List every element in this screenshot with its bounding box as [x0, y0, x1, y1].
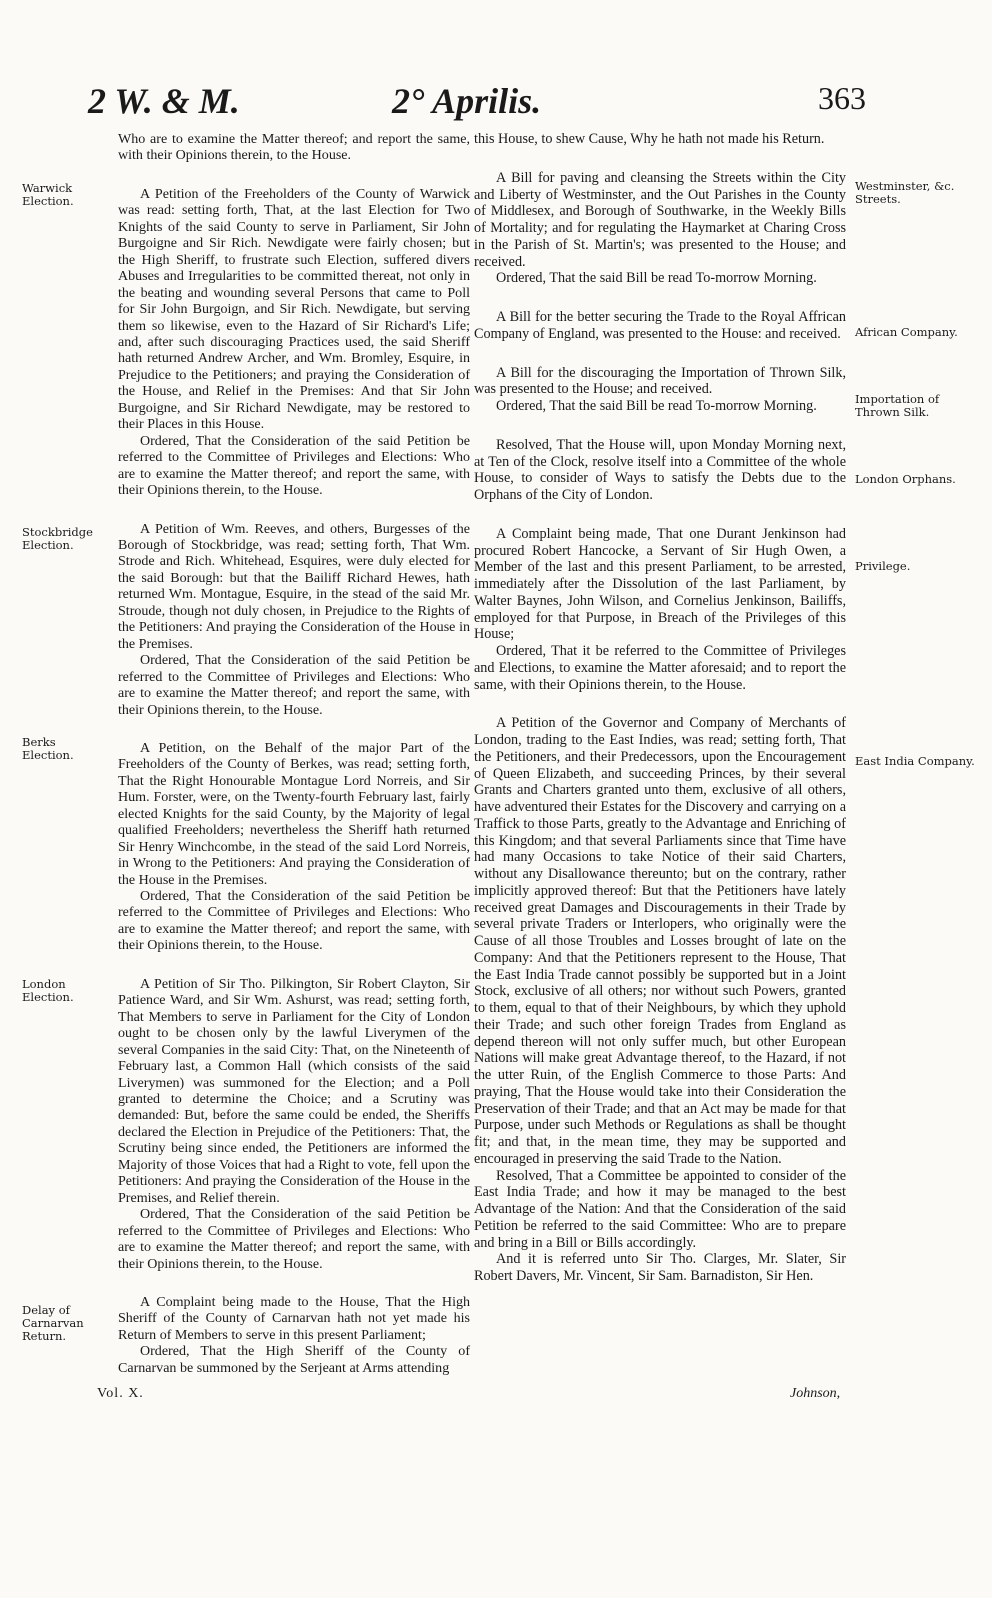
paragraph: Ordered, That the said Bill be read To-morrow Morning. [496, 398, 817, 414]
paragraph: A Petition of the Governor and Company of Merchants of London, trading to the East Indies, was read; setting forth, That the Petitioners, and their Predecessors, upon the Encouragement of Queen Elizabeth, and succeeding Princes, by their several Grants and Charters granted unto them, exclusive of all others, have adventured their Estates for the Discovery and carrying on a Traffick to those Parts, greatly to the Advantage and Enriching of this Kingdom; and that several Parliaments since that Time have had many Occasions to take Notice of their said Charters, without any Disallowance thereunto; but on the contrary, rather implicitly approved thereof: But that the Petitioners have lately received great Damages and Discouragements in their Trade by several private Traders or Interlopers, who originally were the Cause of all those Troubles and Losses brought of late on the Company: And that the Petitioners represent to the House, That the East India Trade cannot possibly be supported but in a Joint Stock, exclusive of all others; nor without such Powers, granted to them, equal to that of their Neighbours, by which they uphold their Trade; and such other foreign Trades from England as depend thereon will not only suffer much, but other European Nations will make great Advantage thereof, to the Hazard, if not the utter Ruin, of the English Commerce to those Parts: And praying, That the House would take into their Consideration the Preservation of their Trade; and that an Act may be made for that Purpose, under such Methods or Regulations as shall be thought fit; and that, in the mean time, they may be supported and encouraged in preserving the said Trade to the Nation. [474, 715, 846, 1167]
paragraph: Resolved, That the House will, upon Monday Morning next, at Ten of the Clock, resolve itself into a Committee of the whole House, to consider of Ways to satisfy the Debts due to the Orphans of the City of London. [474, 436, 846, 503]
paragraph: A Petition, on the Behalf of the major Part of the Freeholders of the County of Berkes, was read; setting forth, That the Right Honourable Montague Lord Norreis, and Sir Hum. Forster, were, on the Twenty-fourth February last, fairly elected Knights for the said County, by the Majority of legal qualified Freeholders; nevertheless the Sheriff hath returned Sir Henry Winchcombe, in the stead of the said Lord Norreis, in Wrong to the Petitioners: And praying the Consideration of the House in the Premises. [118, 739, 470, 888]
catchword: Johnson, [790, 1386, 841, 1401]
margin-note-privilege: Privilege. [855, 559, 911, 573]
margin-note-silk: Importation of Thrown Silk. [855, 392, 940, 419]
volume-signature: Vol. X. [97, 1386, 144, 1401]
running-head-date: 2° Aprilis. [392, 81, 542, 121]
page-number: 363 [818, 80, 866, 116]
paragraph: A Petition of Sir Tho. Pilkington, Sir Robert Clayton, Sir Patience Ward, and Sir Wm. Ashurst, was read; setting forth, That Members to serve in Parliament for the City of London ought to be chosen only by the lawful Liverymen of the several Companies in the said City: That, on the Nineteenth of February last, a Common Hall (which consists of the said Liverymen) was summoned for the Election; and a Poll granted to determine the Choice; and a Scrutiny was demanded: But, before the same could be ended, the Sheriffs declared the Election in Prejudice of the Petitioners: That, the Scrutiny being since ended, the Petitioners are informed the Majority of those Voices that had a Right to vote, fell upon the Petitioners: And praying the Consideration of the House in the Premises, and Relief therein. [118, 975, 470, 1206]
margin-note-warwick: Warwick Election. [22, 181, 74, 208]
paragraph: A Bill for the discouraging the Importation of Thrown Silk, was presented to the House; and received. [474, 364, 846, 398]
margin-note-african: African Company. [855, 325, 958, 339]
paragraph: A Petition of Wm. Reeves, and others, Burgesses of the Borough of Stockbridge, was read; setting forth, That Wm. Strode and Rich. Whitehead, Esquires, were duly elected for the said Borough: but that the Bailiff Richard Hewes, hath returned Wm. Montague, Esquire, in the stead of the said Mr. Stroude, though not duly chosen, in Prejudice to the Rights of the Petitioners: And praying the Consideration of the House in the Premises. [118, 520, 470, 652]
paragraph: Ordered, That the Consideration of the said Petition be referred to the Committee of Privileges and Elections: Who are to examine the Matter thereof; and report the same, with their Opinions therein, to the House. [118, 652, 470, 718]
margin-note-stockbridge: Stockbridge Election. [22, 525, 93, 552]
paragraph: Ordered, That the Consideration of the said Petition be referred to the Committee of Privileges and Elections: Who are to examine the Matter thereof; and report the same, with their Opinions therein, to the House. [118, 1206, 470, 1272]
margin-note-carnarvan: Delay of Carnarvan Return. [22, 1303, 84, 1343]
paragraph: Ordered, That it be referred to the Committee of Privileges and Elections, to examine the Matter aforesaid; and to report the same, with their Opinions therein, to the House. [474, 643, 846, 693]
margin-note-london: London Election. [22, 977, 74, 1004]
paragraph: this House, to shew Cause, Why he hath not made his Return. [474, 131, 825, 147]
paragraph: A Complaint being made to the House, That the High Sheriff of the County of Carnarvan hath not yet made his Return of Members to serve in this present Parliament; [118, 1294, 470, 1343]
paragraph: A Bill for paving and cleansing the Streets within the City and Liberty of Westminster, and the Out Parishes in the County of Middlesex, and Borough of Southwarke, in the Weekly Bills of Mortality; and for regulating the Haymarket at Charing Cross in the Parish of St. Martin's; was presented to the House; and received. [474, 169, 846, 270]
paragraph: A Petition of the Freeholders of the County of Warwick was read: setting forth, That, at the last Election for Two Knights of the said County to serve in Parliament, Sir John Burgoigne and Sir Rich. Newdigate were fairly chosen; but the High Sheriff, to frustrate such Election, suffered divers Abuses and Irregularities to be committed thereat, not only in the beating and wounding several Persons that came to Poll for Sir John Burgoign, and Sir Rich. Newdigate, but serving them so likewise, even to the Hazard of Sir Richard's Life; and, after such discouraging Practices used, the said Sheriff hath returned Andrew Archer, and Wm. Bromley, Esquire, in Prejudice to the Petitioners; and praying the Consideration of the House, and Relief in the Premises: And that Sir John Burgoigne, and Sir Richard Newdigate, may be restored to their Places in this House. [118, 185, 470, 433]
margin-note-westminster: Westminster, &c. Streets. [855, 179, 955, 206]
margin-note-eastindia: East India Company. [855, 754, 975, 768]
margin-note-berks: Berks Election. [22, 735, 74, 762]
right-column [474, 131, 846, 1285]
running-head-left: 2 W. & M. [88, 81, 240, 121]
margin-note-orphans: London Orphans. [855, 472, 956, 486]
paragraph: A Complaint being made, That one Durant Jenkinson had procured Robert Hancocke, a Servant of Sir Hugh Owen, a Member of the last and this present Parliament, to be arrested, immediately after the Dissolution of the last Parliament, by Walter Baynes, John Wilson, and Cornelius Jenkinson, Bailiffs, employed for that Purpose, in Breach of the Privileges of this House; [474, 525, 846, 643]
left-column [118, 131, 470, 1376]
paragraph: And it is referred unto Sir Tho. Clarges, Mr. Slater, Sir Robert Davers, Mr. Vincent, Sir Sam. Barnadiston, Sir Hen. [474, 1251, 846, 1284]
paragraph: A Bill for the better securing the Trade to the Royal Affrican Company of England, was presented to the House: and received. [474, 309, 846, 342]
paragraph: Resolved, That a Committee be appointed to consider of the East India Trade; and how it may be managed to the best Advantage of the Nation: And that the Consideration of the said Petition be referred to the said Committee: Who are to prepare and bring in a Bill or Bills accordingly. [474, 1167, 846, 1251]
paragraph: Ordered, That the Consideration of the said Petition be referred to the Committee of Privileges and Elections: Who are to examine the Matter thereof; and report the same, with their Opinions therein, to the House. [118, 888, 470, 954]
paragraph: Ordered, That the High Sheriff of the County of Carnarvan be summoned by the Serjeant at Arms attending [118, 1343, 470, 1376]
paragraph: Ordered, That the Consideration of the said Petition be referred to the Committee of Privileges and Elections: Who are to examine the Matter thereof; and report the same, with their Opinions therein, to the House. [118, 432, 470, 499]
paragraph: Ordered, That the said Bill be read To-morrow Morning. [496, 270, 817, 287]
paragraph: Who are to examine the Matter thereof; and report the same, with their Opinions therein, to the House. [118, 131, 470, 164]
